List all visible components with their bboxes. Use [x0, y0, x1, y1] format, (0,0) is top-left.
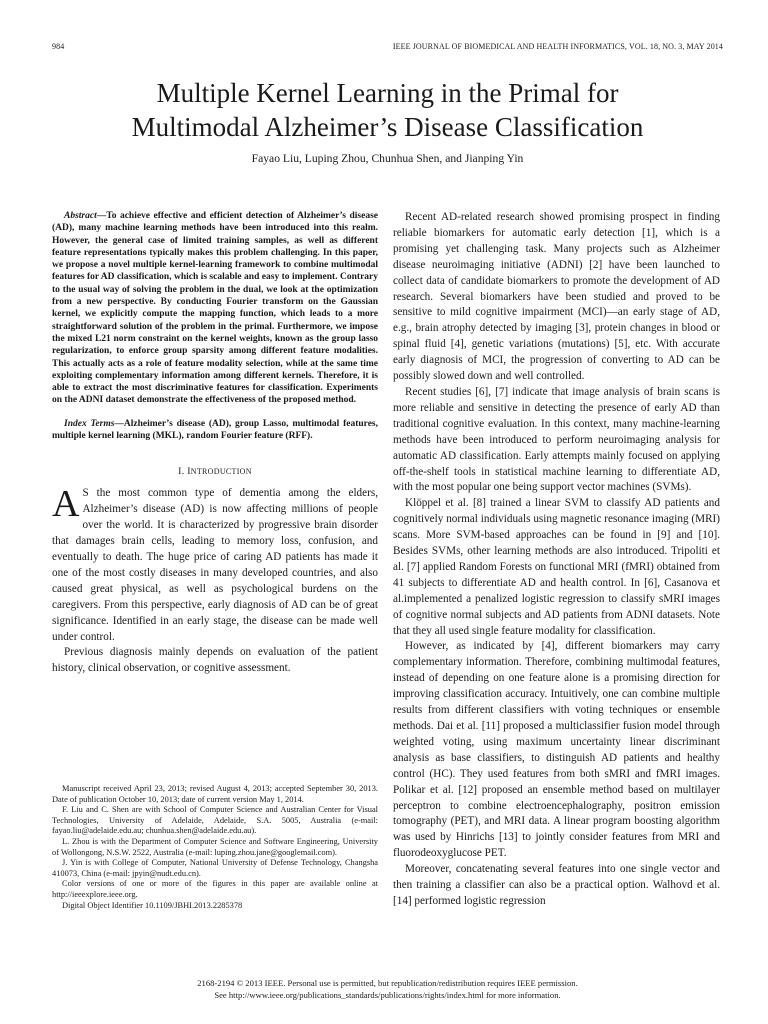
footnote-affiliation-yin: J. Yin is with College of Computer, National University of Defense Technology, Changsha 410073, China (e-mail: jpyin@nudt.edu.cn).: [52, 858, 378, 878]
intro-paragraph-2: Previous diagnosis mainly depends on evaluation of the patient history, clinical observation, or cognitive assessment.: [52, 646, 378, 675]
title-line-1: Multiple Kernel Learning in the Primal for: [156, 78, 619, 108]
abstract: [52, 210, 378, 407]
footnotes: [52, 784, 378, 911]
right-paragraph-3: Klöppel et al. [8] trained a linear SVM to classify AD patients and cognitively normal individuals using magnetic resonance imaging (MRI) scans. More SVM-based approaches can be found in [9] and [10]. Besides SVMs, other learning methods are also introduced. Tripoliti et al. [7] applied Random Forests on functional MRI (fMRI) obtained from 41 subjects to differentiate AD and health control. In [6], Casanova et al.implemented a penalized logistic regression to classify sMRI images of cognitive normal subjects and AD patients from ADNI datasets. Note that they all used single feature modality for classification.: [393, 497, 720, 637]
copyright-notice: [52, 978, 723, 1001]
footnote-affiliation-liu-shen: F. Liu and C. Shen are with School of Computer Science and Australian Center for Visual Technologies, University of Adelaide, Adelaide, S.A. 5005, Australia (e-mail: fayao.liu@adelaide.edu.au; chunhua.shen@adelaide.edu.au).: [52, 805, 378, 836]
paper-title: [52, 76, 723, 144]
drop-cap: A: [52, 483, 80, 526]
section-title-rest: NTRODUCTION: [190, 467, 252, 477]
section-title-initial: I: [187, 466, 191, 478]
left-column: [52, 210, 378, 677]
copyright-line-1: 2168-2194 © 2013 IEEE. Personal use is permitted, but republication/redistribution requires IEEE permission.: [197, 978, 578, 988]
right-paragraph-2: Recent studies [6], [7] indicate that image analysis of brain scans is more reliable and sensitive in detecting the presence of early AD than traditional cognitive evaluation. In this context, many machine-learning methods have been introduced to perform neuroimaging analysis for automatic AD classification. Early attempts mainly focused on applying off-the-shelf tools in statistical machine learning to differentiate AD, with the most popular one being support vector machines (SVMs).: [393, 385, 720, 494]
intro-paragraph-1-text: S the most common type of dementia among the elders, Alzheimer’s disease (AD) is now affecting millions of people over the world. It is characterized by progressive brain disorder that damages brain cells, leading to memory loss, confusion, and eventually to death. The huge price of caring AD patients has made it one of the most costly diseases in many developed countries, and also caused great physical, as well as psychological burdens on the caregivers. From this perspective, early diagnosis of AD can be of great significance. Identified in an early stage, the disease can be made well under control.: [52, 487, 378, 643]
section-heading-introduction: [52, 466, 378, 477]
index-terms-text: —Alzheimer’s disease (AD), group Lasso, multimodal features, multiple kernel learning (MKL), random Fourier feature (RFF).: [52, 418, 378, 442]
footnote-doi: Digital Object Identifier 10.1109/JBHI.2013.2285378: [62, 900, 243, 910]
footnote-color-versions: Color versions of one or more of the figures in this paper are available online at http://ieeexplore.ieee.org.: [52, 879, 378, 899]
right-paragraph-5: Moreover, concatenating several features into one single vector and then training a classifier can also be a practical option. Walhovd et al. [14] performed logistic regression: [393, 863, 720, 907]
title-line-2: Multimodal Alzheimer’s Disease Classification: [131, 112, 644, 142]
index-terms-label: Index Terms: [64, 418, 115, 429]
footnote-manuscript: Manuscript received April 23, 2013; revised August 4, 2013; accepted September 30, 2013. Date of publication October 10, 2013; date of current version May 1, 2014.: [52, 784, 378, 804]
right-paragraph-1: Recent AD-related research showed promising prospect in finding reliable biomarkers for automatic early detection [1], which is a promising yet challenging task. Many projects such as Alzheimer disease neuroimaging initiative (ADNI) [2] have been launched to collect data of candidate biomarkers to promote the development of AD research. Several biomarkers have been studied and proved to be sensitive to mild cognitive impairment (MCI)—an early stage of AD, e.g., brain atrophy detected by imaging [3], protein changes in blood or spinal fluid [4], genetic variations (mutations) [5], etc. With accurate early diagnosis of MCI, the progression of converting to AD can be possibly slowed down and well controlled.: [393, 211, 720, 383]
section-numeral: I.: [178, 466, 185, 478]
abstract-label: Abstract: [64, 211, 97, 221]
footnote-affiliation-zhou: L. Zhou is with the Department of Computer Science and Software Engineering, University of Wollongong, N.S.W. 2522, Australia (e-mail: luping.zhou.jane@googlemail.com).: [52, 836, 378, 857]
copyright-line-2: See http://www.ieee.org/publications_standards/publications/rights/index.html for more information.: [214, 989, 561, 1000]
intro-paragraph-1: [52, 483, 378, 645]
journal-name: IEEE JOURNAL OF BIOMEDICAL AND HEALTH INFORMATICS, VOL. 18, NO. 3, MAY 2014: [392, 42, 723, 51]
abstract-text: —To achieve effective and efficient detection of Alzheimer’s disease (AD), many machine learning methods have been introduced into this realm. However, the general case of limited training samples, as well as different feature representations typically makes this problem challenging. In this paper, we propose a novel multiple kernel-learning framework to combine multimodal features for AD classification, which is scalable and easy to implement. Contrary to the usual way of solving the problem in the dual, we look at the optimization from a new perspective. By conducting Fourier transform on the Gaussian kernel, we explicitly compute the mapping function, which leads to a more straightforward solution of the problem in the primal. Furthermore, we impose the mixed L21 norm constraint on the kernel weights, known as the group lasso regularization, to enforce group sparsity among different feature modalities. This actually acts as a role of feature modality selection, while at the same time exploiting complementary information among different kernels. Therefore, it is able to extract the most discriminative features for classification. Experiments on the ADNI dataset demonstrate the effectiveness of the proposed method.: [52, 211, 378, 406]
page-number: 984: [52, 42, 65, 51]
right-paragraph-4: However, as indicated by [4], different biomarkers may carry complementary information. Therefore, combining multimodal features, instead of depending on one feature alone is a promising direction for improving classification accuracy. Intuitively, one can combine multiple results from different classifiers with voting techniques or ensemble methods. Dai et al. [11] proposed a multiclassifier fusion model through weighted voting, using maximum uncertainty linear discriminant analysis as base classifiers, to distinguish AD patients and healthy control (HC). They used features from both sMRI and fMRI images. Polikar et al. [12] proposed an ensemble method based on multilayer perceptron to combine electroencephalography, positron emission tomography (PET), and MRI data. A linear program boosting algorithm was used by Hinrichs [13] to jointly consider features from MRI and fluorodeoxyglucose PET.: [393, 640, 720, 860]
author-list: Fayao Liu, Luping Zhou, Chunhua Shen, and Jianping Yin: [251, 152, 524, 165]
right-column: [393, 210, 720, 910]
index-terms: [52, 418, 378, 443]
